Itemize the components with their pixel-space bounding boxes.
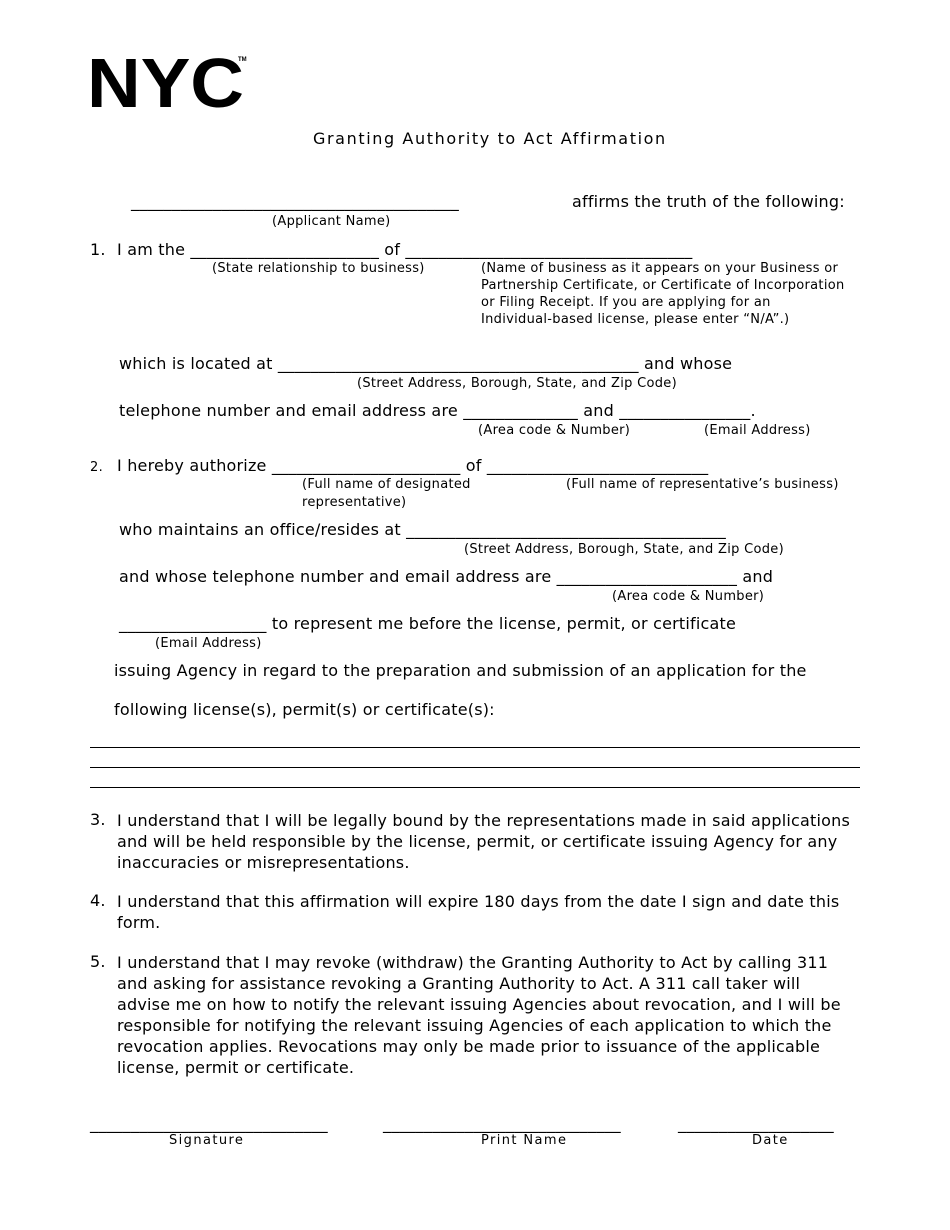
- item-5-text: I understand that I may revoke (withdraw) the Granting Authority to Act by calling 311 and asking for assistance revoking a Granting Authority to Act. A 311 call taker will advise me on how to notify the relevant issuing Agencies about revocation, and I will be responsible for notifying the relevant issuing Agencies of each application to which the revocation applies. Revocations may only be made prior to issuance of the applicable license, permit or certificate.: [117, 953, 841, 1077]
- item-3-number: 3.: [90, 810, 106, 829]
- item-5-number: 5.: [90, 952, 106, 971]
- rep-business-caption: (Full name of representative’s business): [566, 477, 839, 492]
- license-entry-line-3[interactable]: [90, 787, 860, 788]
- relationship-caption: (State relationship to business): [212, 261, 425, 276]
- item-4-number: 4.: [90, 891, 106, 910]
- area-code-caption: (Area code & Number): [478, 423, 631, 438]
- business-caption-line-3: or Filing Receipt. If you are applying for an: [481, 295, 771, 310]
- logo-text: NYC: [89, 54, 244, 110]
- license-entry-line-1[interactable]: [90, 747, 860, 748]
- print-name-line[interactable]: _____________________________: [383, 1114, 621, 1133]
- item-3-text: I understand that I will be legally bound by the representations made in said applications and will be held responsible by the license, permit, or certificate issuing Agency for any inaccuracies or misrepresentations.: [117, 811, 850, 872]
- item-2-number: 2.: [90, 460, 104, 475]
- following-line: following license(s), permit(s) or certificate(s):: [114, 700, 495, 719]
- issuing-line: issuing Agency in regard to the preparation and submission of an application for the: [114, 661, 807, 680]
- email-caption: (Email Address): [704, 423, 811, 438]
- business-caption-line-2: Partnership Certificate, or Certificate of Incorporation: [481, 278, 845, 293]
- phone-email-line[interactable]: telephone number and email address are ______________ and ________________.: [119, 401, 756, 420]
- date-line[interactable]: ___________________: [678, 1114, 834, 1133]
- rep-phone-line[interactable]: and whose telephone number and email address are ______________________ and: [119, 567, 774, 586]
- trademark-mark: TM: [238, 57, 247, 63]
- representative-caption-line-2: representative): [302, 495, 407, 510]
- nyc-logo: [89, 54, 249, 114]
- date-label: Date: [752, 1133, 789, 1148]
- located-line[interactable]: which is located at ____________________________________________ and whose: [119, 354, 733, 373]
- print-name-label: Print Name: [481, 1133, 568, 1148]
- item-2-line[interactable]: I hereby authorize _______________________ of ___________________________: [117, 456, 709, 475]
- rep-email-line[interactable]: __________________ to represent me before the license, permit, or certificate: [119, 614, 737, 633]
- page-title: Granting Authority to Act Affirmation: [313, 129, 667, 148]
- business-caption-line-1: (Name of business as it appears on your Business or: [481, 261, 839, 276]
- representative-caption-line-1: (Full name of designated: [302, 477, 471, 492]
- applicant-name-blank[interactable]: ________________________________________: [131, 192, 459, 211]
- signature-line[interactable]: _____________________________: [90, 1114, 328, 1133]
- affirm-text: affirms the truth of the following:: [572, 192, 845, 211]
- applicant-name-caption: (Applicant Name): [272, 214, 391, 229]
- office-line[interactable]: who maintains an office/resides at _______________________________________: [119, 520, 726, 539]
- signature-label: Signature: [169, 1133, 245, 1148]
- address-caption: (Street Address, Borough, State, and Zip Code): [357, 376, 677, 391]
- item-1-number: 1.: [90, 240, 106, 259]
- business-caption-line-4: Individual-based license, please enter “N/A”.): [481, 312, 790, 327]
- rep-area-code-caption: (Area code & Number): [612, 589, 765, 604]
- item-4-text: I understand that this affirmation will expire 180 days from the date I sign and date this form.: [117, 892, 840, 932]
- item-1-line[interactable]: I am the _______________________ of ___________________________________: [117, 240, 693, 259]
- rep-email-caption: (Email Address): [155, 636, 262, 651]
- license-entry-line-2[interactable]: [90, 767, 860, 768]
- rep-address-caption: (Street Address, Borough, State, and Zip Code): [464, 542, 784, 557]
